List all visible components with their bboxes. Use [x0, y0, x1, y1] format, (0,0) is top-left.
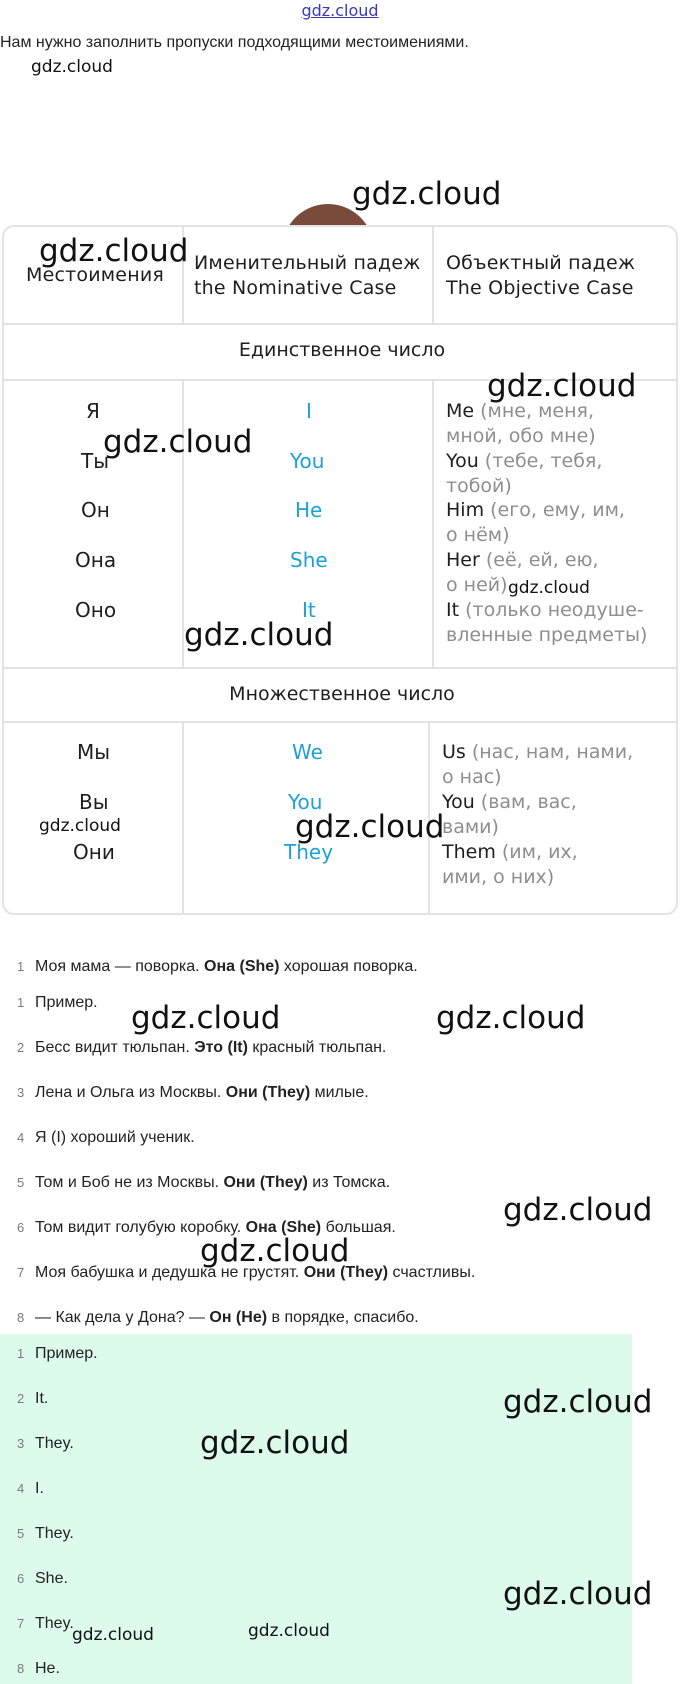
nominative-pronoun: You — [288, 790, 323, 814]
watermark: gdz.cloud — [39, 233, 189, 269]
column-header-pronouns: Местоимения — [26, 264, 164, 286]
example-sentence: 3 Лена и Ольга из Москвы. Они (They) милые. — [17, 1084, 369, 1101]
nominative-pronoun: You — [290, 449, 325, 473]
ru-pronoun: Она — [75, 548, 117, 572]
ru-pronoun: Ты — [81, 449, 110, 473]
answer-item: 6 She. — [17, 1570, 68, 1587]
example-sentence: 4 Я (I) хороший ученик. — [17, 1129, 195, 1146]
objective-pronoun: Her (её, ей, ею, о ней) — [446, 549, 599, 596]
nominative-pronoun: We — [292, 740, 323, 764]
watermark: gdz.cloud — [487, 368, 637, 404]
nominative-header-en: the Nominative Case — [194, 277, 397, 299]
watermark: gdz.cloud — [103, 424, 253, 460]
example-sentence: 6 Том видит голубую коробку. Она (She) большая. — [17, 1219, 396, 1236]
watermark: gdz.cloud — [352, 176, 502, 212]
ru-pronoun: Он — [81, 498, 110, 522]
answer-item: 2 It. — [17, 1390, 49, 1407]
example-sentence: 7 Моя бабушка и дедушка не грустят. Они (They) счастливы. — [17, 1264, 476, 1281]
answer-item: 5 They. — [17, 1525, 74, 1542]
task-intro: Нам нужно заполнить пропуски подходящими местоимениями. — [0, 34, 469, 51]
nominative-pronoun: She — [290, 548, 328, 572]
watermark: gdz.cloud — [184, 617, 334, 653]
nominative-pronoun: They — [284, 840, 334, 864]
ru-pronoun: Оно — [75, 598, 117, 622]
nominative-header-ru: Именительный падеж — [194, 252, 421, 274]
nominative-pronoun: It — [302, 598, 316, 622]
nominative-pronoun: I — [306, 399, 312, 423]
ru-pronoun: Мы — [77, 740, 111, 764]
objective-header-ru: Объектный падеж — [446, 252, 636, 274]
answer-item: 8 He. — [17, 1660, 60, 1677]
section-plural: Множественное число — [229, 683, 455, 705]
ru-pronoun: Они — [73, 840, 115, 864]
objective-header-en: The Objective Case — [446, 277, 634, 299]
watermark: gdz.cloud — [200, 1425, 350, 1461]
watermark: gdz.cloud — [503, 1576, 653, 1612]
objective-pronoun: It (только неодуше- вленные предметы) — [446, 599, 648, 646]
example-sentence: 1 Моя мама — поворка. Она (She) хорошая поворка. — [17, 958, 418, 975]
answer-item: 7 They. — [17, 1615, 74, 1632]
objective-pronoun: Us (нас, нам, нами, о нас) — [442, 741, 634, 788]
example-sentence: 2 Бесс видит тюльпан. Это (It) красный тюльпан. — [17, 1039, 387, 1056]
watermark: gdz.cloud — [248, 1621, 330, 1641]
watermark: gdz.cloud — [503, 1192, 653, 1228]
watermark: gdz.cloud — [508, 578, 590, 598]
watermark: gdz.cloud — [39, 816, 121, 836]
answer-item: 4 I. — [17, 1480, 44, 1497]
watermark: gdz.cloud — [31, 57, 113, 77]
ru-pronoun: Я — [86, 399, 100, 423]
watermark: gdz.cloud — [503, 1384, 653, 1420]
objective-pronoun: Him (его, ему, им, о нём) — [446, 499, 625, 546]
nominative-pronoun: He — [295, 498, 323, 522]
watermark: gdz.cloud — [436, 1000, 586, 1036]
column-header-nominative — [194, 251, 421, 301]
objective-pronoun: Them (им, их, ими, о них) — [442, 841, 578, 888]
ru-pronoun: Вы — [79, 790, 109, 814]
objective-pronoun: You (вам, вас, вами) — [442, 791, 577, 838]
column-header-objective — [446, 251, 635, 301]
objective-pronoun: Me (мне, меня, мной, обо мне) — [446, 400, 596, 447]
top-site-link[interactable]: gdz.cloud — [301, 1, 379, 20]
watermark: gdz.cloud — [131, 1000, 281, 1036]
answer-item: 1 Пример. — [17, 1345, 98, 1362]
example-sentence: 8 — Как дела у Дона? — Он (He) в порядке, спасибо. — [17, 1309, 419, 1326]
watermark: gdz.cloud — [200, 1233, 350, 1269]
example-sentence: 1 Пример. — [17, 994, 98, 1011]
objective-pronoun: You (тебе, тебя, тобой) — [446, 450, 603, 497]
section-singular: Единственное число — [238, 339, 446, 361]
watermark: gdz.cloud — [295, 809, 445, 845]
answer-item: 3 They. — [17, 1435, 74, 1452]
example-sentence: 5 Том и Боб не из Москвы. Они (They) из Томска. — [17, 1174, 391, 1191]
watermark: gdz.cloud — [72, 1625, 154, 1645]
